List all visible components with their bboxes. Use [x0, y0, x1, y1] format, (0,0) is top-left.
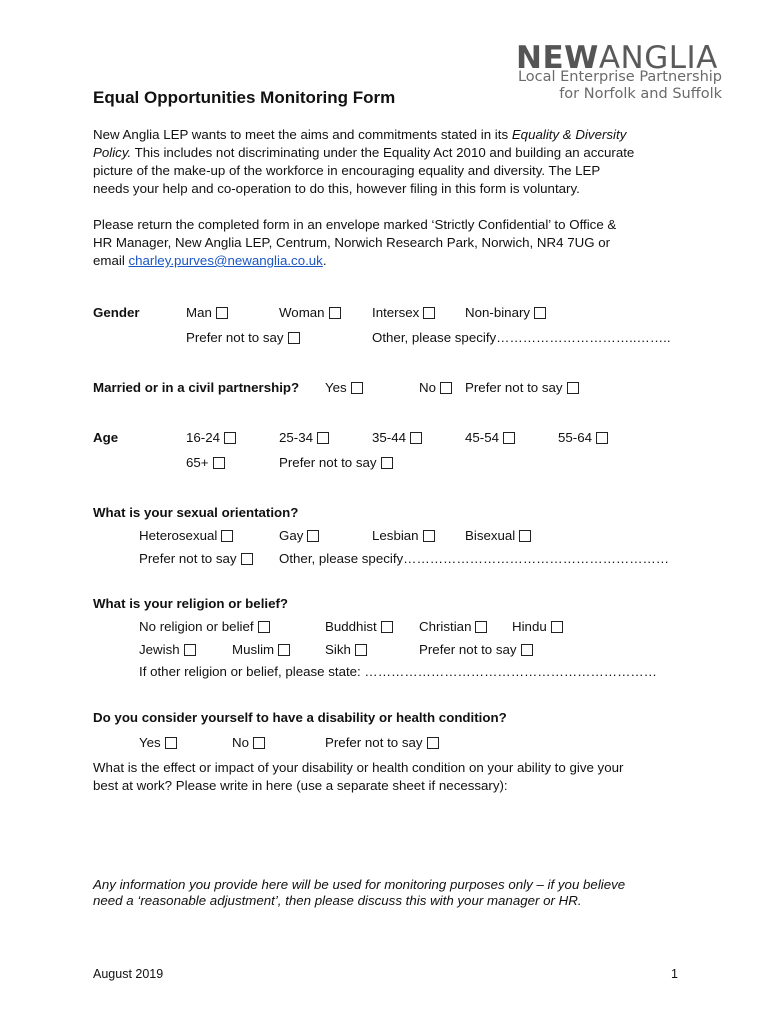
checkbox[interactable] [184, 644, 196, 656]
checkbox[interactable] [519, 530, 531, 542]
checkbox[interactable] [355, 644, 367, 656]
checkbox[interactable] [503, 432, 515, 444]
age-65-plus-option[interactable]: 65+ [186, 455, 225, 470]
disability-prefer-option[interactable]: Prefer not to say [325, 735, 439, 750]
gender-nonbinary-option[interactable]: Non-binary [465, 305, 546, 320]
checkbox[interactable] [381, 621, 393, 633]
orientation-prefer-option[interactable]: Prefer not to say [139, 551, 253, 566]
checkbox[interactable] [381, 457, 393, 469]
page-number: 1 [671, 967, 678, 981]
married-prefer-option[interactable]: Prefer not to say [465, 380, 579, 395]
checkbox[interactable] [278, 644, 290, 656]
checkbox[interactable] [423, 307, 435, 319]
religion-hindu-option[interactable]: Hindu [512, 619, 563, 634]
checkbox[interactable] [329, 307, 341, 319]
age-45-54-option[interactable]: 45-54 [465, 430, 515, 445]
checkbox[interactable] [423, 530, 435, 542]
logo-subtitle-line1: Local Enterprise Partnership [517, 69, 722, 85]
intro-paragraph: New Anglia LEP wants to meet the aims and commitments stated in its Equality & Diversity Policy. This includes not discriminating under the Equality Act 2010 and building an accurate picture of the make-up of the workforce in encouraging equality and diversity. The LEP needs your help and co-operation to do this, however filing in this form is voluntary. [93, 127, 635, 196]
checkbox[interactable] [288, 332, 300, 344]
age-25-34-option[interactable]: 25-34 [279, 430, 329, 445]
checkbox[interactable] [440, 382, 452, 394]
checkbox[interactable] [534, 307, 546, 319]
gender-prefer-option[interactable]: Prefer not to say [186, 330, 300, 345]
religion-label: What is your religion or belief? [93, 596, 289, 611]
disability-impact-question: What is the effect or impact of your disability or health condition on your ability to give your best at work? Please write in here (use a separate sheet if necessary): [93, 760, 624, 793]
religion-christian-option[interactable]: Christian [419, 619, 487, 634]
checkbox[interactable] [258, 621, 270, 633]
age-label: Age [93, 430, 119, 445]
return-paragraph: Please return the completed form in an envelope marked ‘Strictly Confidential’ to Office & HR Manager, New Anglia LEP, Centrum, Norwich Research Park, Norwich, NR4 7UG or email charley.purves@newanglia.co.uk. [93, 217, 617, 268]
logo-subtitle-line2: for Norfolk and Suffolk [559, 86, 722, 102]
religion-prefer-option[interactable]: Prefer not to say [419, 642, 533, 657]
footer-date: August 2019 [93, 967, 164, 981]
logo-wordmark: NEWANGLIA [516, 40, 718, 76]
married-no-option[interactable]: No [419, 380, 452, 395]
checkbox[interactable] [567, 382, 579, 394]
gender-man-option[interactable]: Man [186, 305, 228, 320]
age-16-24-option[interactable]: 16-24 [186, 430, 236, 445]
married-label: Married or in a civil partnership? [93, 380, 300, 395]
religion-other-field[interactable]: If other religion or belief, please state: ………………………………………………………… [139, 664, 657, 679]
checkbox[interactable] [241, 553, 253, 565]
checkbox[interactable] [410, 432, 422, 444]
orientation-hetero-option[interactable]: Heterosexual [139, 528, 233, 543]
religion-none-option[interactable]: No religion or belief [139, 619, 270, 634]
checkbox[interactable] [165, 737, 177, 749]
gender-woman-option[interactable]: Woman [279, 305, 341, 320]
gender-intersex-option[interactable]: Intersex [372, 305, 435, 320]
orientation-label: What is your sexual orientation? [93, 505, 299, 520]
checkbox[interactable] [596, 432, 608, 444]
disability-answer-area[interactable] [93, 800, 678, 866]
checkbox[interactable] [427, 737, 439, 749]
age-55-64-option[interactable]: 55-64 [558, 430, 608, 445]
checkbox[interactable] [224, 432, 236, 444]
checkbox[interactable] [351, 382, 363, 394]
disability-label: Do you consider yourself to have a disability or health condition? [93, 710, 507, 725]
checkbox[interactable] [551, 621, 563, 633]
religion-buddhist-option[interactable]: Buddhist [325, 619, 393, 634]
checkbox[interactable] [317, 432, 329, 444]
age-prefer-option[interactable]: Prefer not to say [279, 455, 393, 470]
checkbox[interactable] [521, 644, 533, 656]
orientation-gay-option[interactable]: Gay [279, 528, 319, 543]
religion-sikh-option[interactable]: Sikh [325, 642, 367, 657]
gender-other-field[interactable]: Other, please specify…………………………..…….. [372, 330, 671, 345]
checkbox[interactable] [253, 737, 265, 749]
age-35-44-option[interactable]: 35-44 [372, 430, 422, 445]
disability-no-option[interactable]: No [232, 735, 265, 750]
email-link[interactable]: charley.purves@newanglia.co.uk [128, 253, 323, 268]
gender-label: Gender [93, 305, 140, 320]
checkbox[interactable] [475, 621, 487, 633]
religion-muslim-option[interactable]: Muslim [232, 642, 290, 657]
married-yes-option[interactable]: Yes [325, 380, 363, 395]
orientation-bisexual-option[interactable]: Bisexual [465, 528, 531, 543]
checkbox[interactable] [216, 307, 228, 319]
page-title: Equal Opportunities Monitoring Form [93, 88, 396, 107]
orientation-other-field[interactable]: Other, please specify…………………………………………………… [279, 551, 670, 566]
disability-yes-option[interactable]: Yes [139, 735, 177, 750]
confidentiality-note: Any information you provide here will be used for monitoring purposes only – if you believe need a ‘reasonable adjustment’, then please discuss this with your manager or HR. [93, 877, 626, 908]
checkbox[interactable] [307, 530, 319, 542]
checkbox[interactable] [221, 530, 233, 542]
religion-jewish-option[interactable]: Jewish [139, 642, 196, 657]
orientation-lesbian-option[interactable]: Lesbian [372, 528, 435, 543]
checkbox[interactable] [213, 457, 225, 469]
